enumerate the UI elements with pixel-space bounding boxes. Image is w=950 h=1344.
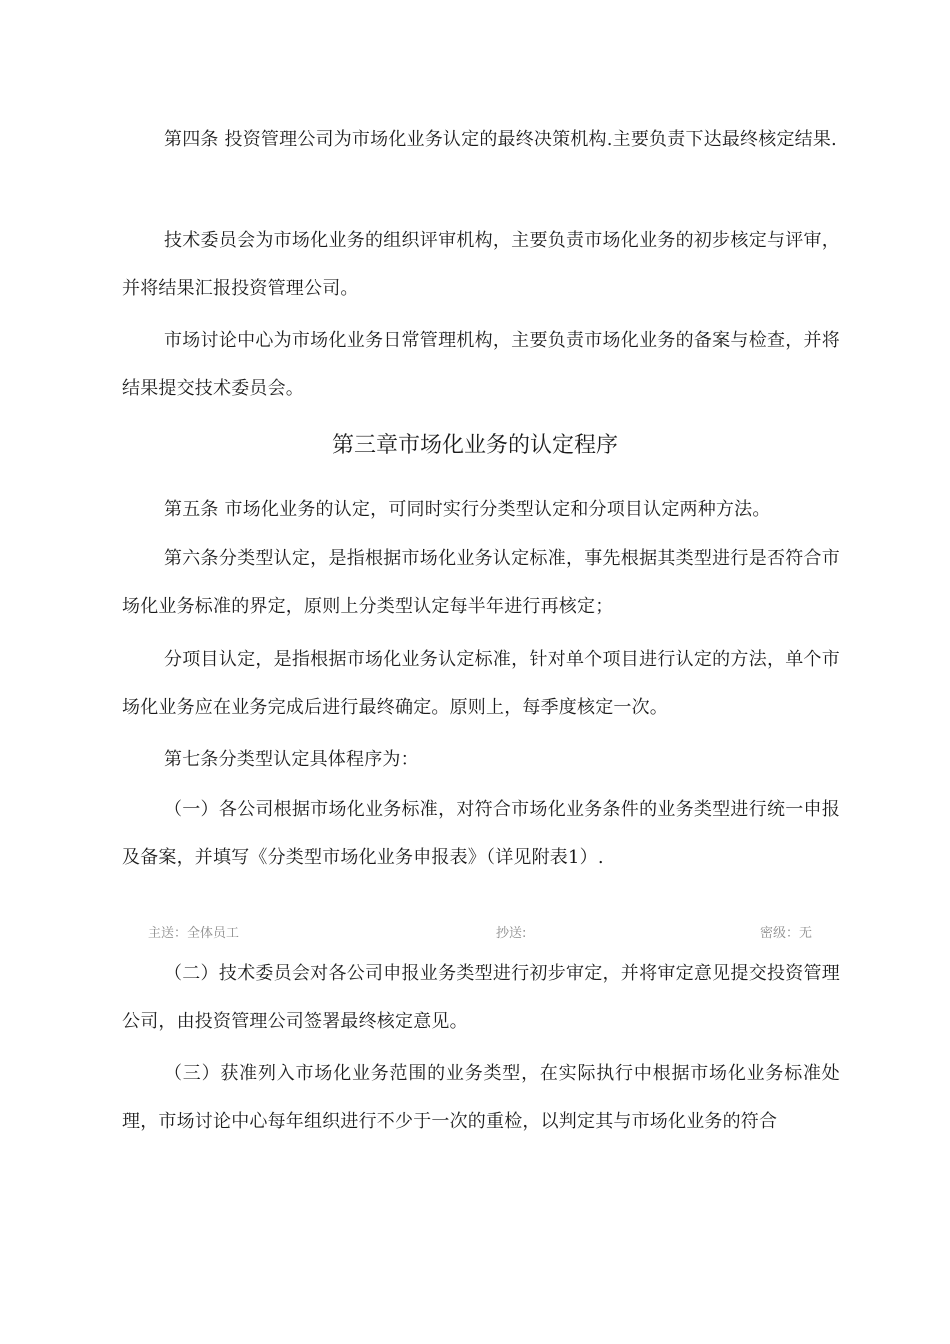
article-6-paragraph: 第六条分类型认定，是指根据市场化业务认定标准，事先根据其类型进行是否符合市场化业务标准的界定，原则上分类型认定每半年进行再核定； xyxy=(122,548,840,617)
article-7-paragraph: 第七条分类型认定具体程序为： xyxy=(164,749,419,770)
market-research-center-paragraph: 市场讨论中心为市场化业务日常管理机构，主要负责市场化业务的备案与检查，并将结果提交技术委员会。 xyxy=(122,330,840,399)
procedure-step-3-paragraph: （三）获准列入市场化业务范围的业务类型，在实际执行中根据市场化业务标准处理，市场讨论中心每年组织进行不少于一次的重检，以判定其与市场化业务的符合 xyxy=(122,1063,840,1132)
item-recognition-paragraph: 分项目认定，是指根据市场化业务认定标准，针对单个项目进行认定的方法，单个市场化业务应在业务完成后进行最终确定。原则上，每季度核定一次。 xyxy=(122,649,840,718)
distribution-footer xyxy=(148,918,812,942)
footer-cc: 抄送: xyxy=(496,926,527,941)
procedure-step-2-paragraph: （二）技术委员会对各公司申报业务类型进行初步审定，并将审定意见提交投资管理公司，由投资管理公司签署最终核定意见。 xyxy=(122,963,840,1032)
procedure-step-1-paragraph: （一）各公司根据市场化业务标准，对符合市场化业务条件的业务类型进行统一申报及备案，并填写《分类型市场化业务申报表》（详见附表1）. xyxy=(122,799,840,868)
technical-committee-paragraph: 技术委员会为市场化业务的组织评审机构，主要负责市场化业务的初步核定与评审，并将结果汇报投资管理公司。 xyxy=(122,230,840,299)
chapter-3-heading: 第三章市场化业务的认定程序 xyxy=(331,433,618,458)
article-5-paragraph: 第五条 市场化业务的认定，可同时实行分类型认定和分项目认定两种方法。 xyxy=(164,499,771,520)
footer-secrecy-level: 密级：无 xyxy=(759,926,812,941)
footer-recipient: 主送：全体员工 xyxy=(148,926,240,941)
article-4-paragraph: 第四条 投资管理公司为市场化业务认定的最终决策机构.主要负责下达最终核定结果. xyxy=(164,129,837,150)
